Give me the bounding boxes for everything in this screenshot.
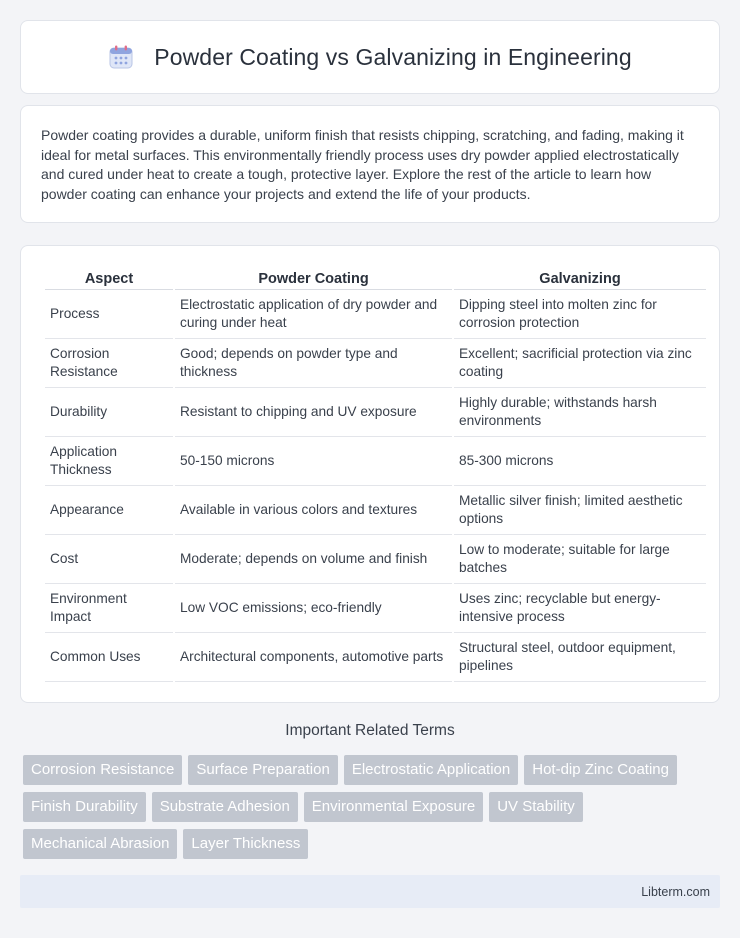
cell-powder-coating: 50-150 microns	[175, 437, 452, 486]
tag-mechanical-abrasion[interactable]: Mechanical Abrasion	[23, 829, 177, 859]
cell-powder-coating: Good; depends on powder type and thickness	[175, 339, 452, 388]
cell-galvanizing: 85-300 microns	[454, 437, 706, 486]
header-aspect: Aspect	[45, 268, 173, 290]
header-card	[20, 20, 720, 94]
table-row	[45, 290, 706, 339]
tag-corrosion-resistance[interactable]: Corrosion Resistance	[23, 755, 182, 785]
cell-powder-coating: Resistant to chipping and UV exposure	[175, 388, 452, 437]
cell-galvanizing: Structural steel, outdoor equipment, pipelines	[454, 633, 706, 682]
table-row	[45, 486, 706, 535]
tag-hot-dip-zinc-coating[interactable]: Hot-dip Zinc Coating	[524, 755, 677, 785]
comparison-table	[43, 268, 708, 682]
footer-brand-link[interactable]: Libterm.com	[641, 884, 710, 899]
intro-card	[20, 105, 720, 223]
cell-powder-coating: Available in various colors and textures	[175, 486, 452, 535]
table-row	[45, 535, 706, 584]
header-powder-coating: Powder Coating	[175, 268, 452, 290]
related-terms-title: Important Related Terms	[285, 722, 455, 739]
cell-powder-coating: Electrostatic application of dry powder and curing under heat	[175, 290, 452, 339]
table-row	[45, 437, 706, 486]
related-terms-section	[20, 722, 720, 859]
cell-powder-coating: Low VOC emissions; eco-friendly	[175, 584, 452, 633]
table-row	[45, 388, 706, 437]
title-wrap	[108, 44, 631, 71]
cell-aspect: Common Uses	[45, 633, 173, 682]
tag-electrostatic-application[interactable]: Electrostatic Application	[344, 755, 518, 785]
cell-galvanizing: Low to moderate; suitable for large batches	[454, 535, 706, 584]
cell-powder-coating: Moderate; depends on volume and finish	[175, 535, 452, 584]
tag-environmental-exposure[interactable]: Environmental Exposure	[304, 792, 483, 822]
tag-finish-durability[interactable]: Finish Durability	[23, 792, 146, 822]
cell-aspect: Durability	[45, 388, 173, 437]
table-row	[45, 633, 706, 682]
cell-galvanizing: Dipping steel into molten zinc for corrosion protection	[454, 290, 706, 339]
cell-galvanizing: Uses zinc; recyclable but energy-intensive process	[454, 584, 706, 633]
table-row	[45, 339, 706, 388]
cell-aspect: Appearance	[45, 486, 173, 535]
comparison-table-card	[20, 245, 720, 703]
tag-layer-thickness[interactable]: Layer Thickness	[183, 829, 308, 859]
cell-aspect: Application Thickness	[45, 437, 173, 486]
calendar-icon	[108, 44, 134, 70]
tag-substrate-adhesion[interactable]: Substrate Adhesion	[152, 792, 298, 822]
tag-uv-stability[interactable]: UV Stability	[489, 792, 583, 822]
cell-galvanizing: Highly durable; withstands harsh environments	[454, 388, 706, 437]
cell-aspect: Corrosion Resistance	[45, 339, 173, 388]
cell-powder-coating: Architectural components, automotive parts	[175, 633, 452, 682]
table-row	[45, 584, 706, 633]
intro-paragraph: Powder coating provides a durable, uniform finish that resists chipping, scratching, and fading, making it ideal for metal surfaces. This environmentally friendly process uses dry powder applied electrostatically and cured under heat to create a tough, protective layer. Explore the rest of the article to learn how powder coating can enhance your projects and extend the life of your products.	[41, 127, 684, 202]
related-terms-tags	[20, 755, 720, 859]
footer	[20, 875, 720, 908]
cell-galvanizing: Excellent; sacrificial protection via zinc coating	[454, 339, 706, 388]
cell-aspect: Cost	[45, 535, 173, 584]
cell-aspect: Environment Impact	[45, 584, 173, 633]
page-title: Powder Coating vs Galvanizing in Engineering	[154, 43, 632, 70]
cell-aspect: Process	[45, 290, 173, 339]
table-header-row	[45, 268, 706, 290]
header-galvanizing: Galvanizing	[454, 268, 706, 290]
tag-surface-preparation[interactable]: Surface Preparation	[188, 755, 337, 785]
cell-galvanizing: Metallic silver finish; limited aesthetic options	[454, 486, 706, 535]
